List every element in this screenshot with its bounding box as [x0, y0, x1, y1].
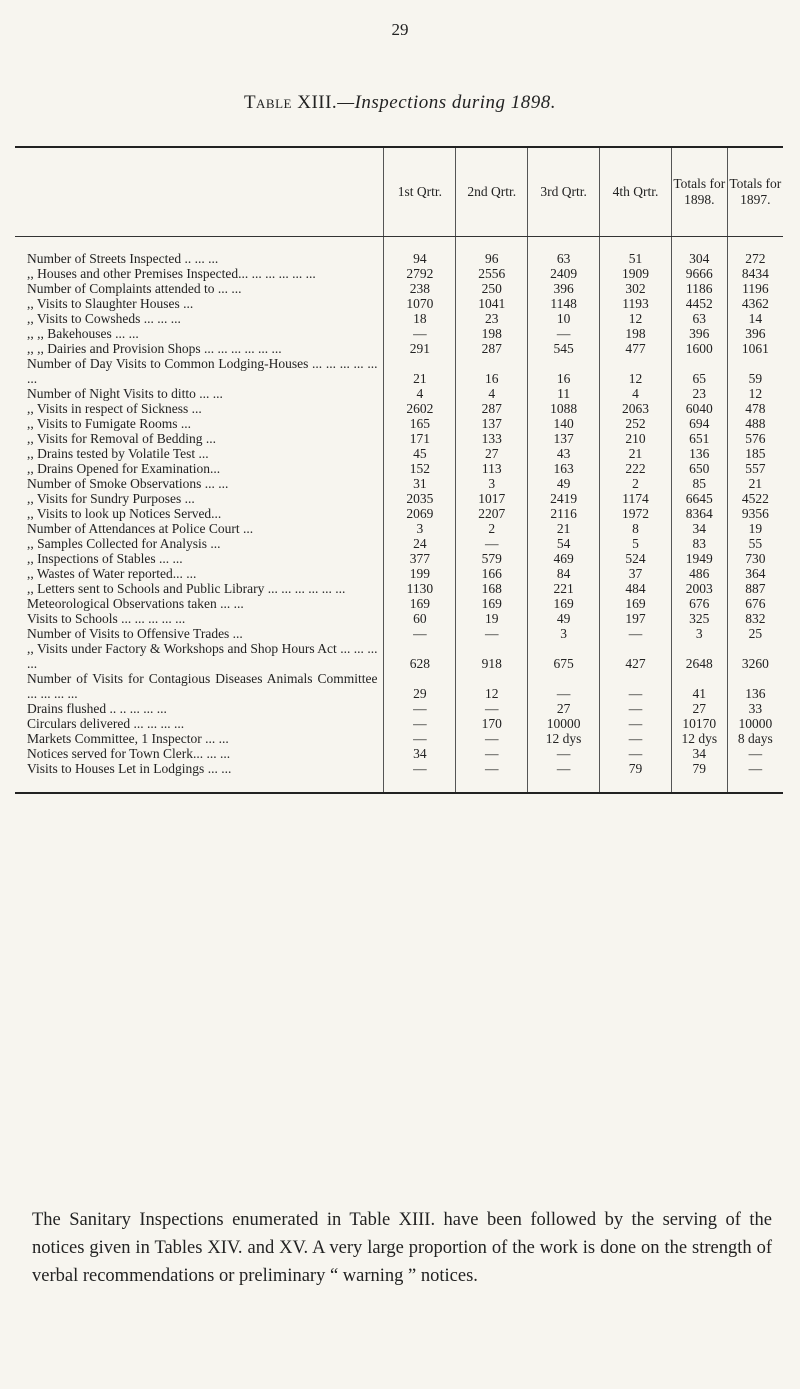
cell-2nd-qrtr: 19: [456, 611, 528, 626]
cell-1st-qrtr: —: [384, 326, 456, 341]
row-label: ,, Visits in respect of Sickness ...: [27, 401, 202, 416]
cell-1st-qrtr: 29: [384, 671, 456, 701]
table-body: [15, 237, 783, 794]
cell-4th-qrtr: 12: [600, 356, 672, 386]
cell-totals-1898: 34: [671, 521, 727, 536]
row-label: Number of Day Visits to Common Lodging-Houses ... ... ... ... ... ...: [27, 356, 378, 386]
cell-totals-1897: —: [727, 761, 783, 793]
row-label: Number of Streets Inspected .. ... ...: [27, 251, 219, 266]
cell-3rd-qrtr: 43: [528, 446, 600, 461]
table-row: [15, 581, 783, 596]
table-row: [15, 611, 783, 626]
cell-totals-1898: 12 dys: [671, 731, 727, 746]
cell-1st-qrtr: 31: [384, 476, 456, 491]
cell-1st-qrtr: 45: [384, 446, 456, 461]
cell-totals-1897: 8 days: [727, 731, 783, 746]
row-label: ,, Visits to Cowsheds ... ... ...: [27, 311, 181, 326]
table-row: [15, 536, 783, 551]
cell-3rd-qrtr: 2409: [528, 266, 600, 281]
cell-totals-1898: 1949: [671, 551, 727, 566]
cell-3rd-qrtr: 27: [528, 701, 600, 716]
cell-4th-qrtr: 2063: [600, 401, 672, 416]
table-row: [15, 341, 783, 356]
cell-totals-1898: 396: [671, 326, 727, 341]
cell-3rd-qrtr: 16: [528, 356, 600, 386]
cell-totals-1898: 650: [671, 461, 727, 476]
cell-totals-1897: 25: [727, 626, 783, 641]
column-header-3rd-qrtr: 3rd Qrtr.: [528, 147, 600, 237]
table-row: [15, 446, 783, 461]
cell-totals-1898: 136: [671, 446, 727, 461]
cell-1st-qrtr: 4: [384, 386, 456, 401]
cell-totals-1898: 2648: [671, 641, 727, 671]
table-row: [15, 266, 783, 281]
row-label: Notices served for Town Clerk... ... ...: [27, 746, 231, 761]
cell-totals-1898: 651: [671, 431, 727, 446]
cell-totals-1898: 63: [671, 311, 727, 326]
table-row: [15, 356, 783, 386]
cell-2nd-qrtr: 579: [456, 551, 528, 566]
cell-2nd-qrtr: 137: [456, 416, 528, 431]
row-label: ,, Drains tested by Volatile Test ...: [27, 446, 209, 461]
table-row: [15, 461, 783, 476]
cell-totals-1897: 3260: [727, 641, 783, 671]
cell-totals-1897: 488: [727, 416, 783, 431]
cell-2nd-qrtr: 16: [456, 356, 528, 386]
row-label: ,, Visits for Removal of Bedding ...: [27, 431, 217, 446]
cell-totals-1898: 325: [671, 611, 727, 626]
cell-1st-qrtr: 165: [384, 416, 456, 431]
cell-totals-1897: 676: [727, 596, 783, 611]
cell-totals-1897: 136: [727, 671, 783, 701]
cell-3rd-qrtr: 21: [528, 521, 600, 536]
row-label: Number of Complaints attended to ... ...: [27, 281, 242, 296]
cell-2nd-qrtr: 3: [456, 476, 528, 491]
cell-2nd-qrtr: 287: [456, 401, 528, 416]
cell-4th-qrtr: 79: [600, 761, 672, 793]
row-label: ,, ,, Bakehouses ... ...: [27, 326, 139, 341]
row-label: Visits to Schools ... ... ... ... ...: [27, 611, 186, 626]
cell-4th-qrtr: 252: [600, 416, 672, 431]
table-row: [15, 746, 783, 761]
cell-totals-1898: 34: [671, 746, 727, 761]
cell-1st-qrtr: 377: [384, 551, 456, 566]
cell-totals-1897: 4362: [727, 296, 783, 311]
table-row: [15, 521, 783, 536]
cell-4th-qrtr: —: [600, 716, 672, 731]
cell-totals-1898: 10170: [671, 716, 727, 731]
cell-3rd-qrtr: —: [528, 761, 600, 793]
page-number: 29: [391, 20, 409, 39]
cell-1st-qrtr: 1070: [384, 296, 456, 311]
cell-1st-qrtr: 171: [384, 431, 456, 446]
cell-4th-qrtr: 302: [600, 281, 672, 296]
cell-4th-qrtr: —: [600, 671, 672, 701]
table-row: [15, 716, 783, 731]
cell-totals-1897: 33: [727, 701, 783, 716]
cell-1st-qrtr: 34: [384, 746, 456, 761]
cell-4th-qrtr: —: [600, 626, 672, 641]
cell-totals-1897: 730: [727, 551, 783, 566]
cell-4th-qrtr: 210: [600, 431, 672, 446]
row-label: ,, ,, Dairies and Provision Shops ... ... ... ... ... ...: [27, 341, 282, 356]
row-label: ,, Visits to look up Notices Served...: [27, 506, 222, 521]
cell-1st-qrtr: 2602: [384, 401, 456, 416]
cell-totals-1897: 364: [727, 566, 783, 581]
cell-2nd-qrtr: —: [456, 761, 528, 793]
cell-totals-1897: 478: [727, 401, 783, 416]
cell-totals-1898: 6645: [671, 491, 727, 506]
cell-3rd-qrtr: —: [528, 326, 600, 341]
cell-totals-1898: 694: [671, 416, 727, 431]
cell-1st-qrtr: 628: [384, 641, 456, 671]
table-row: [15, 491, 783, 506]
cell-3rd-qrtr: 11: [528, 386, 600, 401]
cell-4th-qrtr: 1909: [600, 266, 672, 281]
cell-2nd-qrtr: 198: [456, 326, 528, 341]
cell-1st-qrtr: 291: [384, 341, 456, 356]
column-header-1st-qrtr: 1st Qrtr.: [384, 147, 456, 237]
cell-4th-qrtr: 12: [600, 311, 672, 326]
cell-totals-1897: 576: [727, 431, 783, 446]
row-label: ,, Visits to Slaughter Houses ...: [27, 296, 194, 311]
cell-totals-1898: 3: [671, 626, 727, 641]
cell-1st-qrtr: 18: [384, 311, 456, 326]
row-label: Number of Visits to Offensive Trades ...: [27, 626, 243, 641]
cell-totals-1897: 8434: [727, 266, 783, 281]
table-row: [15, 566, 783, 581]
cell-1st-qrtr: —: [384, 716, 456, 731]
cell-1st-qrtr: —: [384, 731, 456, 746]
cell-2nd-qrtr: 287: [456, 341, 528, 356]
cell-3rd-qrtr: 140: [528, 416, 600, 431]
row-label: Visits to Houses Let in Lodgings ... ...: [27, 761, 232, 776]
cell-1st-qrtr: 21: [384, 356, 456, 386]
cell-3rd-qrtr: 84: [528, 566, 600, 581]
row-label: Number of Visits for Contagious Diseases Animals Committee ... ... ... ...: [27, 671, 378, 701]
cell-1st-qrtr: 94: [384, 237, 456, 267]
cell-2nd-qrtr: 170: [456, 716, 528, 731]
cell-totals-1897: 10000: [727, 716, 783, 731]
cell-totals-1897: 272: [727, 237, 783, 267]
cell-totals-1898: 23: [671, 386, 727, 401]
cell-3rd-qrtr: 1148: [528, 296, 600, 311]
cell-1st-qrtr: 152: [384, 461, 456, 476]
cell-4th-qrtr: 37: [600, 566, 672, 581]
cell-3rd-qrtr: —: [528, 671, 600, 701]
cell-totals-1897: 1196: [727, 281, 783, 296]
cell-4th-qrtr: 5: [600, 536, 672, 551]
cell-1st-qrtr: 2035: [384, 491, 456, 506]
table-title-label: Table XIII.: [243, 92, 338, 113]
cell-4th-qrtr: 477: [600, 341, 672, 356]
table-title: [0, 92, 800, 114]
note-paragraph: The Sanitary Inspections enumerated in Table XIII. have been followed by the serving of the notices given in Tables XIV. and XV. A very large proportion of the work is done on the strength of verbal recommendations or preliminary “ warning ” notices.: [32, 1210, 772, 1286]
cell-3rd-qrtr: 675: [528, 641, 600, 671]
column-header-totals-1898: Totals for 1898.: [671, 147, 727, 237]
cell-totals-1897: 1061: [727, 341, 783, 356]
row-label: Number of Attendances at Police Court ...: [27, 521, 254, 536]
row-label: ,, Letters sent to Schools and Public Library ... ... ... ... ... ...: [27, 581, 346, 596]
cell-3rd-qrtr: 545: [528, 341, 600, 356]
row-label: Number of Smoke Observations ... ...: [27, 476, 229, 491]
cell-1st-qrtr: 238: [384, 281, 456, 296]
column-header-totals-1897: Totals for 1897.: [727, 147, 783, 237]
cell-totals-1897: 9356: [727, 506, 783, 521]
cell-4th-qrtr: 427: [600, 641, 672, 671]
cell-4th-qrtr: 1972: [600, 506, 672, 521]
cell-2nd-qrtr: 1017: [456, 491, 528, 506]
cell-1st-qrtr: 169: [384, 596, 456, 611]
cell-totals-1898: 65: [671, 356, 727, 386]
cell-totals-1898: 2003: [671, 581, 727, 596]
cell-3rd-qrtr: 396: [528, 281, 600, 296]
cell-3rd-qrtr: 63: [528, 237, 600, 267]
row-label: ,, Visits under Factory & Workshops and Shop Hours Act ... ... ... ...: [27, 641, 378, 671]
column-header-2nd-qrtr: 2nd Qrtr.: [456, 147, 528, 237]
cell-totals-1897: 887: [727, 581, 783, 596]
cell-1st-qrtr: 1130: [384, 581, 456, 596]
cell-3rd-qrtr: 49: [528, 476, 600, 491]
cell-totals-1897: 55: [727, 536, 783, 551]
inspections-table: [15, 146, 783, 794]
cell-totals-1897: 396: [727, 326, 783, 341]
table-row: [15, 237, 783, 267]
table-row: [15, 641, 783, 671]
cell-totals-1897: 185: [727, 446, 783, 461]
cell-totals-1898: 79: [671, 761, 727, 793]
row-label: ,, Wastes of Water reported... ...: [27, 566, 197, 581]
cell-1st-qrtr: 24: [384, 536, 456, 551]
cell-totals-1898: 8364: [671, 506, 727, 521]
cell-1st-qrtr: 3: [384, 521, 456, 536]
cell-totals-1898: 4452: [671, 296, 727, 311]
table-row: [15, 551, 783, 566]
cell-totals-1898: 1600: [671, 341, 727, 356]
cell-4th-qrtr: 1193: [600, 296, 672, 311]
cell-2nd-qrtr: —: [456, 746, 528, 761]
table-row: [15, 731, 783, 746]
cell-2nd-qrtr: —: [456, 626, 528, 641]
cell-3rd-qrtr: —: [528, 746, 600, 761]
cell-totals-1897: 59: [727, 356, 783, 386]
table-row: [15, 596, 783, 611]
cell-2nd-qrtr: 1041: [456, 296, 528, 311]
cell-2nd-qrtr: 2556: [456, 266, 528, 281]
row-label: ,, Drains Opened for Examination...: [27, 461, 221, 476]
row-label: ,, Samples Collected for Analysis ...: [27, 536, 221, 551]
description-header: [15, 147, 384, 237]
cell-2nd-qrtr: 113: [456, 461, 528, 476]
cell-4th-qrtr: 198: [600, 326, 672, 341]
row-label: Drains flushed .. .. ... ... ...: [27, 701, 167, 716]
cell-4th-qrtr: 21: [600, 446, 672, 461]
table-row: [15, 506, 783, 521]
cell-1st-qrtr: 2069: [384, 506, 456, 521]
table-header-row: [15, 147, 783, 237]
cell-3rd-qrtr: 221: [528, 581, 600, 596]
cell-2nd-qrtr: 133: [456, 431, 528, 446]
cell-totals-1898: 9666: [671, 266, 727, 281]
cell-3rd-qrtr: 169: [528, 596, 600, 611]
cell-3rd-qrtr: 469: [528, 551, 600, 566]
cell-3rd-qrtr: 163: [528, 461, 600, 476]
table-row: [15, 401, 783, 416]
row-label: ,, Visits to Fumigate Rooms ...: [27, 416, 191, 431]
cell-totals-1898: 6040: [671, 401, 727, 416]
table-row: [15, 626, 783, 641]
cell-totals-1898: 27: [671, 701, 727, 716]
cell-4th-qrtr: —: [600, 731, 672, 746]
cell-2nd-qrtr: 2207: [456, 506, 528, 521]
cell-totals-1898: 85: [671, 476, 727, 491]
cell-3rd-qrtr: 10000: [528, 716, 600, 731]
cell-4th-qrtr: —: [600, 746, 672, 761]
cell-2nd-qrtr: 250: [456, 281, 528, 296]
cell-2nd-qrtr: 2: [456, 521, 528, 536]
cell-2nd-qrtr: 23: [456, 311, 528, 326]
cell-4th-qrtr: 8: [600, 521, 672, 536]
table-row: [15, 386, 783, 401]
table-row: [15, 296, 783, 311]
cell-totals-1898: 83: [671, 536, 727, 551]
table-row: [15, 671, 783, 701]
cell-2nd-qrtr: 169: [456, 596, 528, 611]
cell-4th-qrtr: 197: [600, 611, 672, 626]
cell-3rd-qrtr: 54: [528, 536, 600, 551]
row-label: Number of Night Visits to ditto ... ...: [27, 386, 223, 401]
cell-1st-qrtr: 199: [384, 566, 456, 581]
cell-3rd-qrtr: 10: [528, 311, 600, 326]
cell-totals-1898: 304: [671, 237, 727, 267]
cell-3rd-qrtr: 3: [528, 626, 600, 641]
row-label: Markets Committee, 1 Inspector ... ...: [27, 731, 229, 746]
cell-4th-qrtr: 524: [600, 551, 672, 566]
cell-4th-qrtr: 484: [600, 581, 672, 596]
cell-4th-qrtr: 169: [600, 596, 672, 611]
cell-2nd-qrtr: 166: [456, 566, 528, 581]
cell-totals-1897: —: [727, 746, 783, 761]
cell-totals-1897: 21: [727, 476, 783, 491]
table-row: [15, 476, 783, 491]
table-row: [15, 701, 783, 716]
cell-totals-1898: 1186: [671, 281, 727, 296]
row-label: Circulars delivered ... ... ... ...: [27, 716, 185, 731]
cell-totals-1897: 19: [727, 521, 783, 536]
column-header-4th-qrtr: 4th Qrtr.: [600, 147, 672, 237]
cell-totals-1897: 557: [727, 461, 783, 476]
cell-3rd-qrtr: 49: [528, 611, 600, 626]
cell-2nd-qrtr: —: [456, 536, 528, 551]
cell-4th-qrtr: 51: [600, 237, 672, 267]
cell-totals-1897: 4522: [727, 491, 783, 506]
cell-2nd-qrtr: —: [456, 731, 528, 746]
cell-3rd-qrtr: 2116: [528, 506, 600, 521]
cell-4th-qrtr: 2: [600, 476, 672, 491]
cell-1st-qrtr: 2792: [384, 266, 456, 281]
cell-1st-qrtr: —: [384, 701, 456, 716]
cell-2nd-qrtr: 96: [456, 237, 528, 267]
table-row: [15, 326, 783, 341]
cell-4th-qrtr: 4: [600, 386, 672, 401]
cell-3rd-qrtr: 2419: [528, 491, 600, 506]
cell-2nd-qrtr: 12: [456, 671, 528, 701]
cell-totals-1897: 14: [727, 311, 783, 326]
row-label: ,, Inspections of Stables ... ...: [27, 551, 183, 566]
cell-1st-qrtr: 60: [384, 611, 456, 626]
cell-2nd-qrtr: 27: [456, 446, 528, 461]
cell-3rd-qrtr: 137: [528, 431, 600, 446]
cell-3rd-qrtr: 1088: [528, 401, 600, 416]
table-row: [15, 281, 783, 296]
table-row: [15, 431, 783, 446]
cell-totals-1898: 486: [671, 566, 727, 581]
cell-4th-qrtr: —: [600, 701, 672, 716]
cell-2nd-qrtr: —: [456, 701, 528, 716]
cell-totals-1897: 12: [727, 386, 783, 401]
cell-2nd-qrtr: 918: [456, 641, 528, 671]
cell-1st-qrtr: —: [384, 761, 456, 793]
table-title-caption: —Inspections during 1898.: [337, 92, 557, 113]
cell-totals-1898: 41: [671, 671, 727, 701]
row-label: ,, Visits for Sundry Purposes ...: [27, 491, 195, 506]
table-row: [15, 311, 783, 326]
cell-3rd-qrtr: 12 dys: [528, 731, 600, 746]
cell-2nd-qrtr: 4: [456, 386, 528, 401]
cell-totals-1898: 676: [671, 596, 727, 611]
cell-1st-qrtr: —: [384, 626, 456, 641]
row-label: ,, Houses and other Premises Inspected... ... ... ... ... ...: [27, 266, 316, 281]
cell-4th-qrtr: 1174: [600, 491, 672, 506]
row-label: Meteorological Observations taken ... ...: [27, 596, 244, 611]
cell-4th-qrtr: 222: [600, 461, 672, 476]
cell-2nd-qrtr: 168: [456, 581, 528, 596]
table-row: [15, 416, 783, 431]
cell-totals-1897: 832: [727, 611, 783, 626]
table-row: [15, 761, 783, 793]
